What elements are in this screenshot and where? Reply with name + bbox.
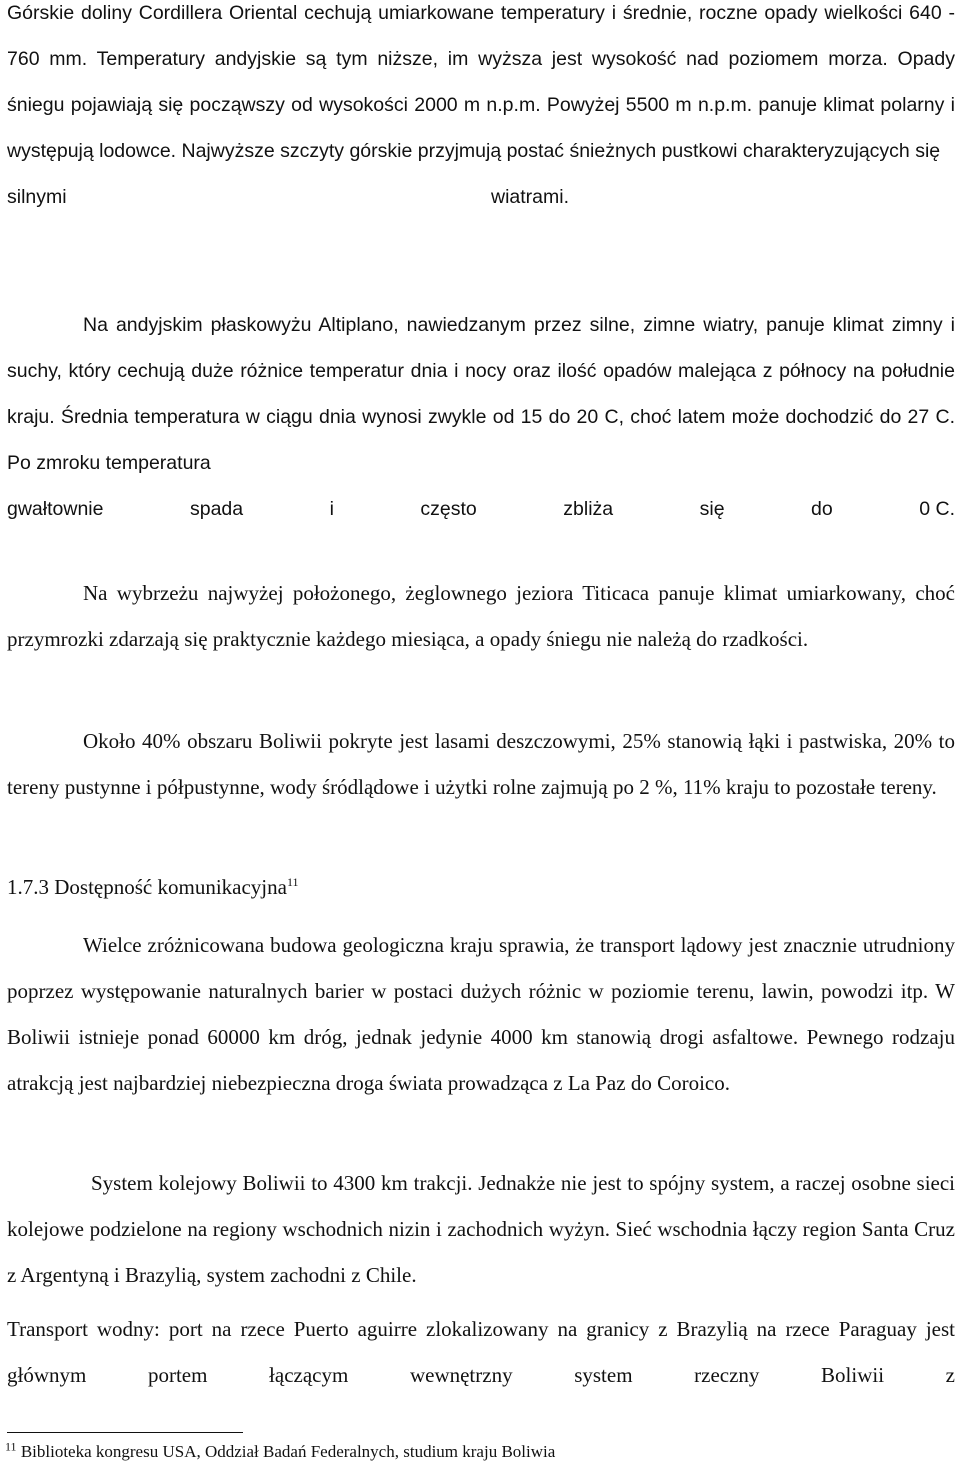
paragraph-rail: System kolejowy Boliwii to 4300 km trakcji. Jednakże nie jest to spójny system, a raczej osobne sieci kolejowe podzielone na regiony wschodnich nizin i zachodnich wyżyn. Sieć wschodnia łączy region Santa Cruz z Argentyną i Brazylią, system zachodni z Chile. <box>7 1171 955 1287</box>
paragraph-land-transport: Wielce zróżnicowana budowa geologiczna kraju sprawia, że transport lądowy jest znacznie utrudniony poprzez występowanie naturalnych barier w postaci dużych różnic w poziomie terenu, lawin, powodzi itp. W Boliwii istnieje ponad 60000 km dróg, jednak jedynie 4000 km stanowią drogi asfaltowe. Pewnego rodzaju atrakcją jest najbardziej niebezpieczna droga świata prowadząca z La Paz do Coroico. <box>7 933 955 1095</box>
footnote-number: 11 <box>5 1439 17 1454</box>
footnote-ref[interactable]: 11 <box>286 875 299 889</box>
word: zbliża <box>563 498 614 520</box>
paragraph-land-use: Około 40% obszaru Boliwii pokryte jest lasami deszczowymi, 25% stanowią łąki i pastwiska, 20% to tereny pustynne i półpustynne, wody śródlądowe i użytki rolne zajmują po 2 %, 11% kraju to pozostałe tereny. <box>7 729 955 799</box>
word: do <box>811 498 833 520</box>
word: często <box>420 498 477 520</box>
word: 0 C. <box>919 498 955 520</box>
section-heading <box>7 864 299 910</box>
paragraph-climate-cordillera <box>7 0 955 220</box>
paragraph-titicaca: Na wybrzeżu najwyżej położonego, żeglownego jeziora Titicaca panuje klimat umiarkowany, choć przymrozki zdarzają się praktycznie każdego miesiąca, a opady śniegu nie należą do rzadkości. <box>7 581 955 651</box>
footnote-divider <box>7 1432 243 1433</box>
footnote-text: Biblioteka kongresu USA, Oddział Badań Federalnych, studium kraju Boliwia <box>16 1442 556 1461</box>
word: silnymi <box>7 186 67 208</box>
word: się <box>699 498 725 520</box>
paragraph-altiplano <box>7 302 955 532</box>
paragraph-text: Na andyjskim płaskowyżu Altiplano, nawiedzanym przez silne, zimne wiatry, panuje klimat zimny i suchy, który cechują duże różnice temperatur dnia i nocy oraz ilość opadów malejąca z północy na południe kraju. Średnia temperatura w ciągu dnia wynosi zwykle od 15 do 20 C, choć latem może dochodzić do 27 C. Po zmroku temperatura <box>7 314 955 474</box>
heading-text: 1.7.3 Dostępność komunikacyjna <box>7 875 287 899</box>
paragraph-last-line <box>7 174 955 220</box>
word: i <box>329 498 334 520</box>
paragraph-text: Górskie doliny Cordillera Oriental cechują umiarkowane temperatury i średnie, roczne opady wielkości 640 - 760 mm. Temperatury andyjskie są tym niższe, im wyższa jest wysokość nad poziomem morza. Opady śniegu pojawiają się począwszy od wysokości 2000 m n.p.m. Powyżej 5500 m n.p.m. panuje klimat polarny i występują lodowce. Najwyższe szczyty górskie przyjmują postać śnieżnych pustkowi charakteryzujących się <box>7 2 955 162</box>
word: spada <box>189 498 244 520</box>
paragraph-water-transport: Transport wodny: port na rzece Puerto aguirre zlokalizowany na granicy z Brazylią na rzece Paraguay jest głównym portem łączącym wewnętrzny system rzeczny Boliwii z <box>7 1317 955 1387</box>
word: wiatrami. <box>490 186 569 208</box>
word: gwałtownie <box>7 498 104 520</box>
footnote <box>5 1441 555 1463</box>
paragraph-last-line <box>7 486 955 532</box>
